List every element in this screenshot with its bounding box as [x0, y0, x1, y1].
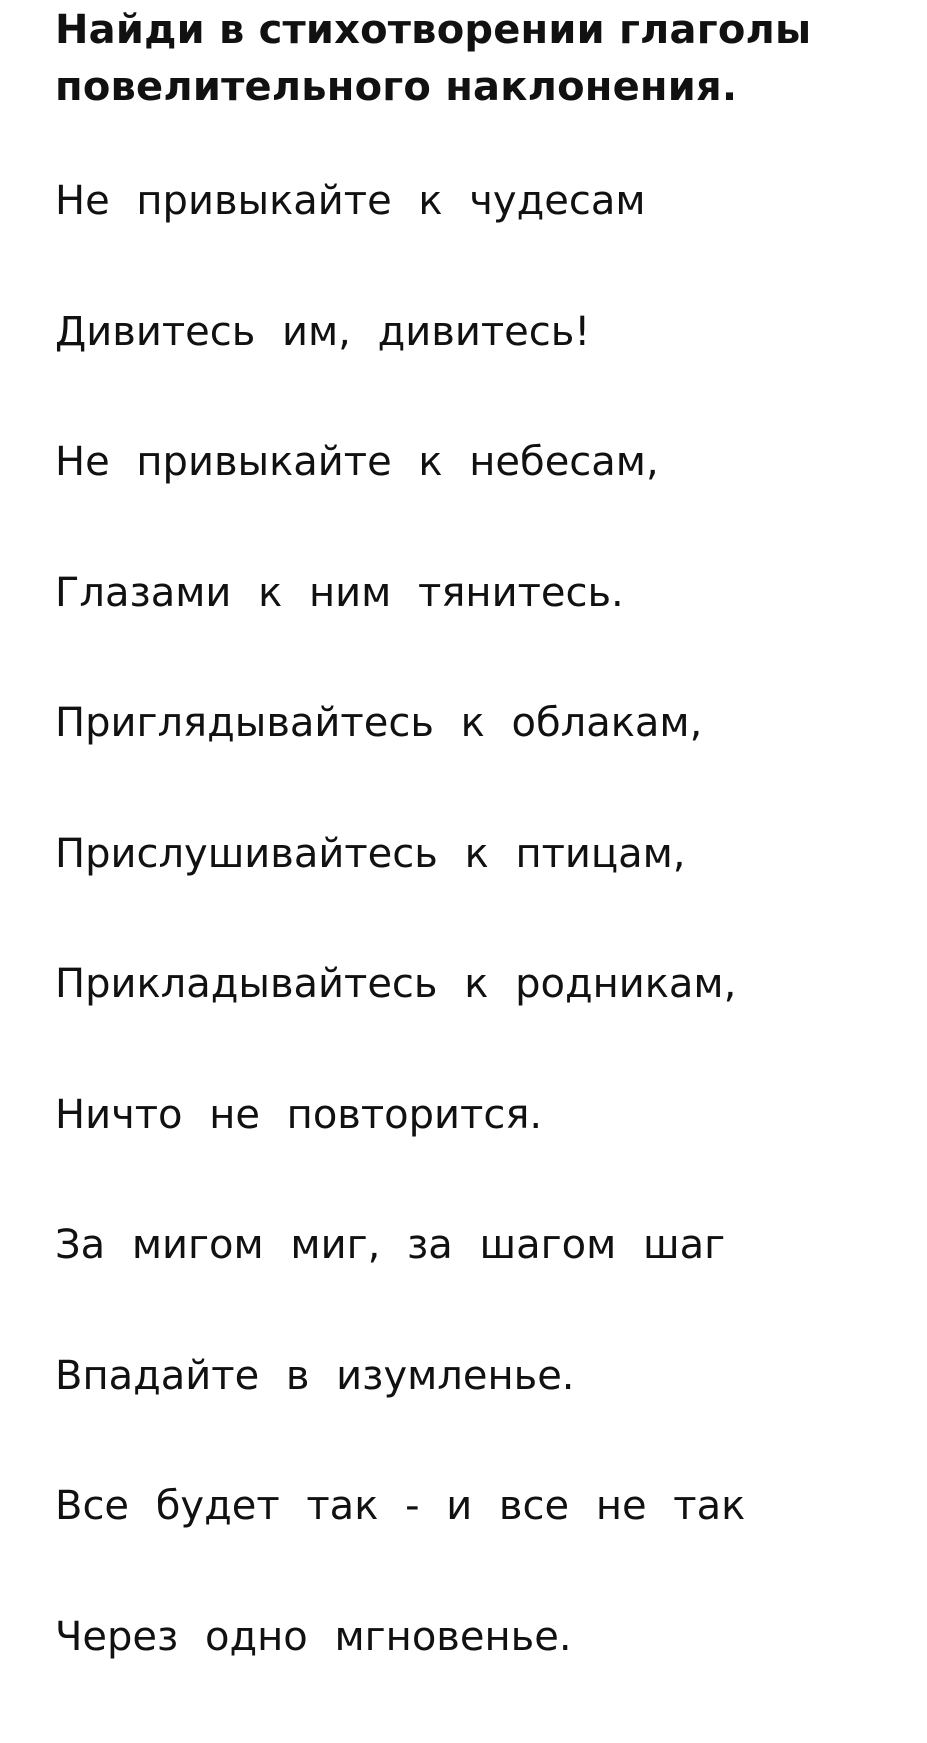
- poem-line: Через одно мгновенье.: [55, 1613, 915, 1743]
- poem-line: Глазами к ним тянитесь.: [55, 569, 915, 700]
- poem-line: За мигом миг, за шагом шаг: [55, 1221, 915, 1352]
- poem-line: Все будет так - и все не так: [55, 1482, 915, 1613]
- poem-line: Прислушивайтесь к птицам,: [55, 830, 915, 961]
- task-title: Найди в стихотворении глаголы повелительного наклонения.: [55, 2, 915, 116]
- poem-line: Ничто не повторится.: [55, 1091, 915, 1222]
- poem: [55, 177, 915, 1743]
- poem-line: Приглядывайтесь к облакам,: [55, 699, 915, 830]
- poem-line: Прикладывайтесь к родникам,: [55, 960, 915, 1091]
- poem-line: Впадайте в изумленье.: [55, 1352, 915, 1483]
- poem-line: Не привыкайте к чудесам: [55, 177, 915, 308]
- poem-line: Дивитесь им, дивитесь!: [55, 308, 915, 439]
- poem-line: Не привыкайте к небесам,: [55, 438, 915, 569]
